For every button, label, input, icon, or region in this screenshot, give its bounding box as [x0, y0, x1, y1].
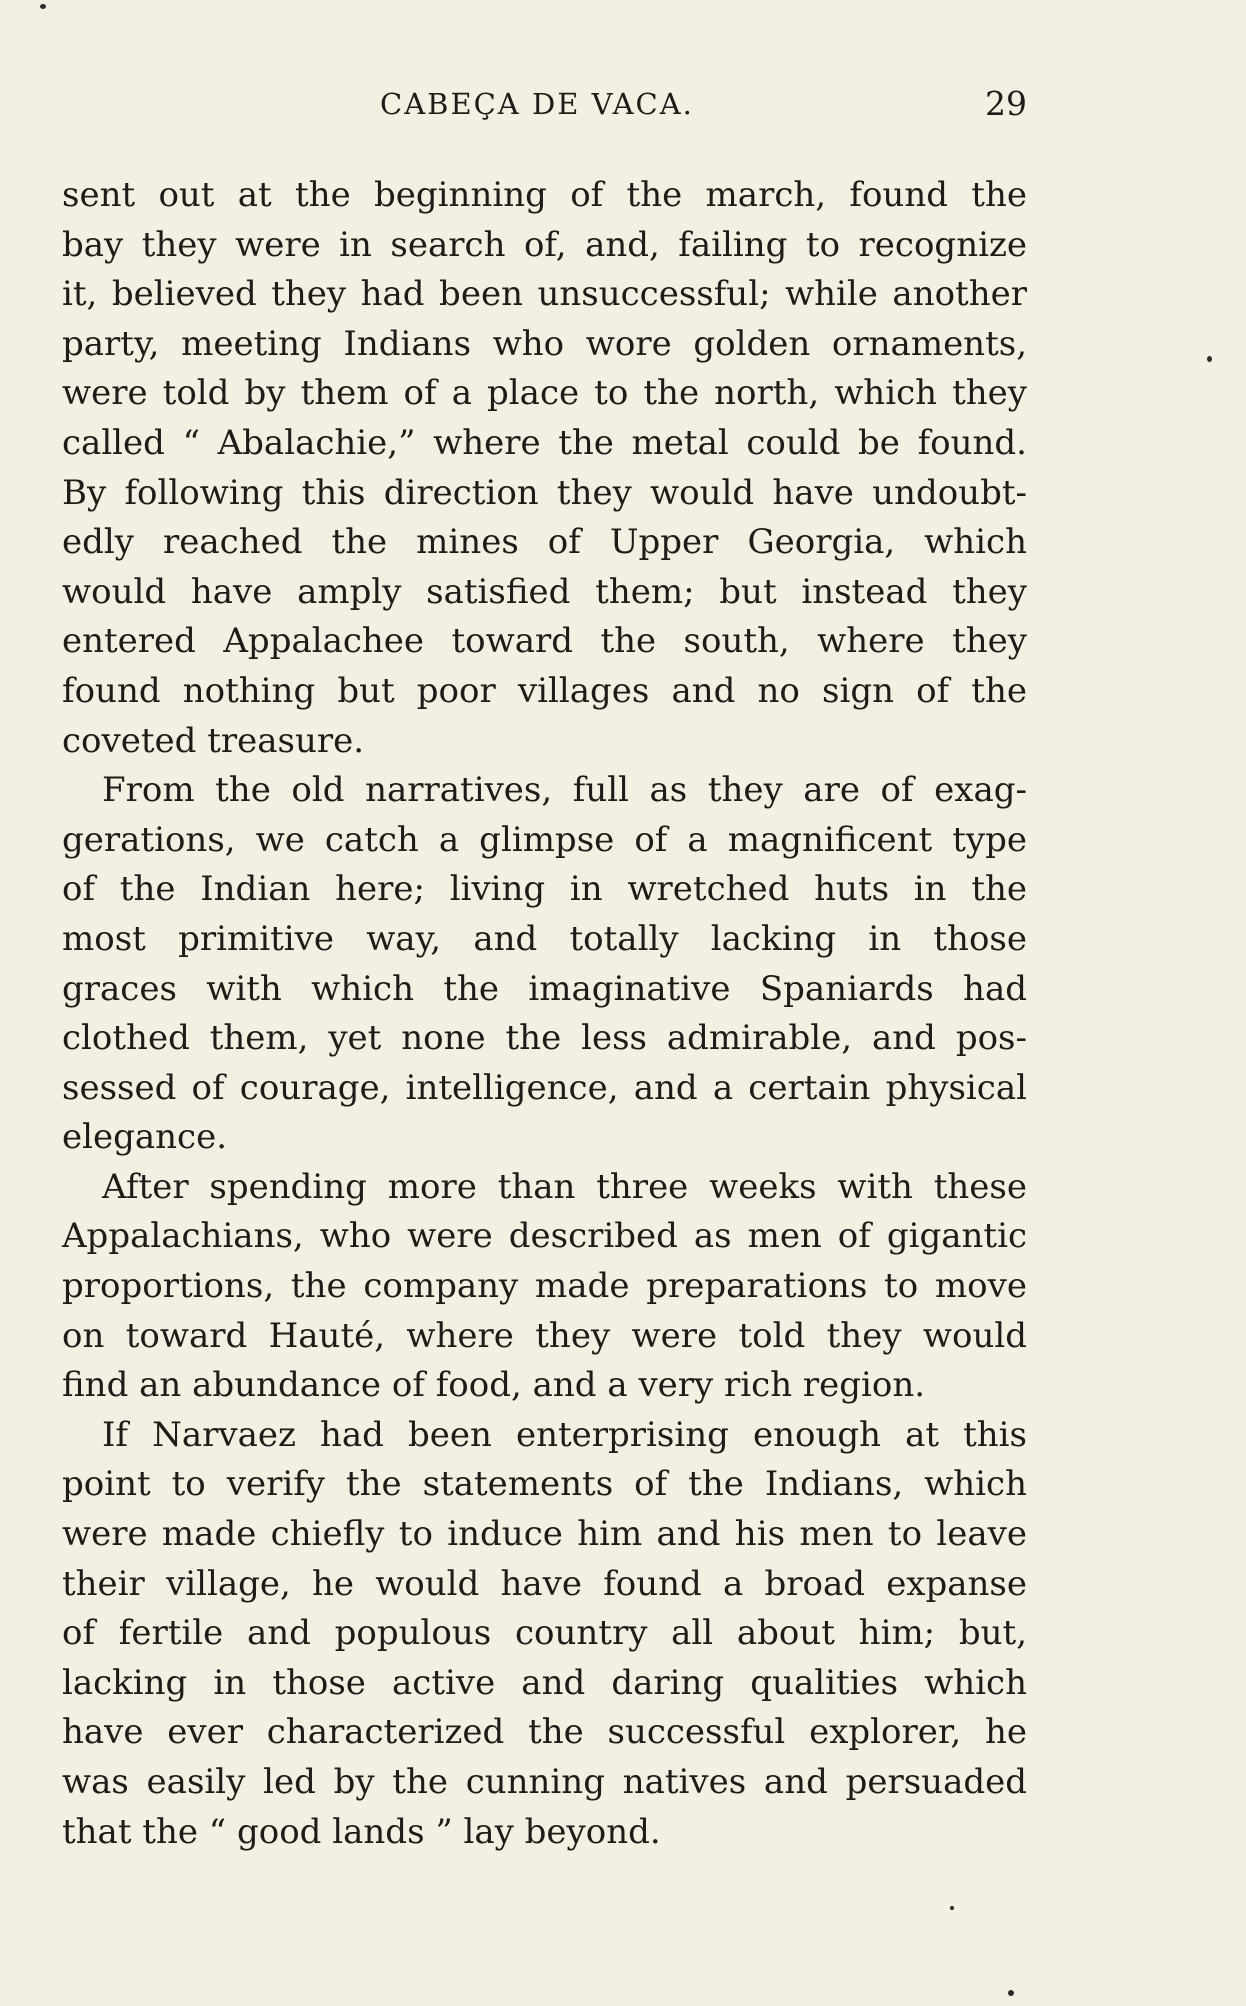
text-line: From the old narratives, full as they are of exag- [102, 770, 1027, 811]
text-line: bay they were in search of, and, failing to recognize [62, 224, 1027, 265]
page-number: 29 [985, 84, 1027, 123]
text-line: point to verify the statements of the Indians, which [62, 1464, 1027, 1505]
text-line: By following this direction they would have undoubt- [62, 472, 1027, 513]
text-line: clothed them, yet none the less admirable, and pos- [62, 1018, 1027, 1059]
paragraph-1 [62, 171, 1027, 766]
text-line: it, believed they had been unsuccessful; while another [62, 274, 1027, 315]
text-line: Appalachians, who were described as men of gigantic [62, 1216, 1027, 1257]
text-line: called “ Abalachie,” where the metal could be found. [62, 422, 1027, 463]
text-line: entered Appalachee toward the south, where they [62, 621, 1027, 662]
paragraph-2 [62, 766, 1027, 1163]
text-line: on toward Hauté, where they were told they would [62, 1315, 1027, 1356]
text-line: were told by them of a place to the north, which they [62, 373, 1027, 414]
text-line: gerations, we catch a glimpse of a magnificent type [62, 819, 1027, 860]
text-line: of the Indian here; living in wretched huts in the [62, 869, 1027, 910]
text-line: their village, he would have found a broad expanse [62, 1563, 1027, 1604]
text-line: lacking in those active and daring qualities which [62, 1662, 1027, 1703]
text-line: party, meeting Indians who wore golden ornaments, [62, 323, 1027, 364]
text-line: graces with which the imaginative Spaniards had [62, 968, 1027, 1009]
text-line: have ever characterized the successful explorer, he [62, 1712, 1027, 1753]
text-line: edly reached the mines of Upper Georgia, which [62, 522, 1027, 563]
text-line: proportions, the company made preparations to move [62, 1266, 1027, 1307]
text-line: most primitive way, and totally lacking in those [62, 918, 1027, 959]
ink-speck [40, 4, 46, 9]
text-line: After spending more than three weeks with these [102, 1166, 1027, 1207]
running-title: CABEÇA DE VACA. [380, 87, 694, 121]
text-line: would have amply satisfied them; but instead they [62, 571, 1027, 612]
ink-speck [1207, 356, 1212, 362]
text-line: sent out at the beginning of the march, found the [62, 175, 1027, 215]
text-line: elegance. [62, 1117, 228, 1158]
text-line: of fertile and populous country all about him; but, [62, 1613, 1027, 1654]
text-line: were made chiefly to induce him and his men to leave [62, 1514, 1027, 1555]
ink-speck [950, 1906, 954, 1910]
text-line: found nothing but poor villages and no sign of the [62, 670, 1027, 711]
text-line: coveted treasure. [62, 720, 365, 761]
text-line: was easily led by the cunning natives and persuaded [62, 1762, 1027, 1802]
paragraph-3 [62, 1163, 1027, 1411]
body-text [62, 171, 1027, 1857]
ink-speck [1008, 1990, 1014, 1996]
text-line: find an abundance of food, and a very rich region. [62, 1365, 926, 1406]
paragraph-4 [62, 1411, 1027, 1857]
text-line: If Narvaez had been enterprising enough at this [102, 1414, 1027, 1455]
page-header [62, 82, 1027, 126]
text-line: that the “ good lands ” lay beyond. [62, 1811, 661, 1852]
text-line: sessed of courage, intelligence, and a certain physical [62, 1067, 1027, 1108]
